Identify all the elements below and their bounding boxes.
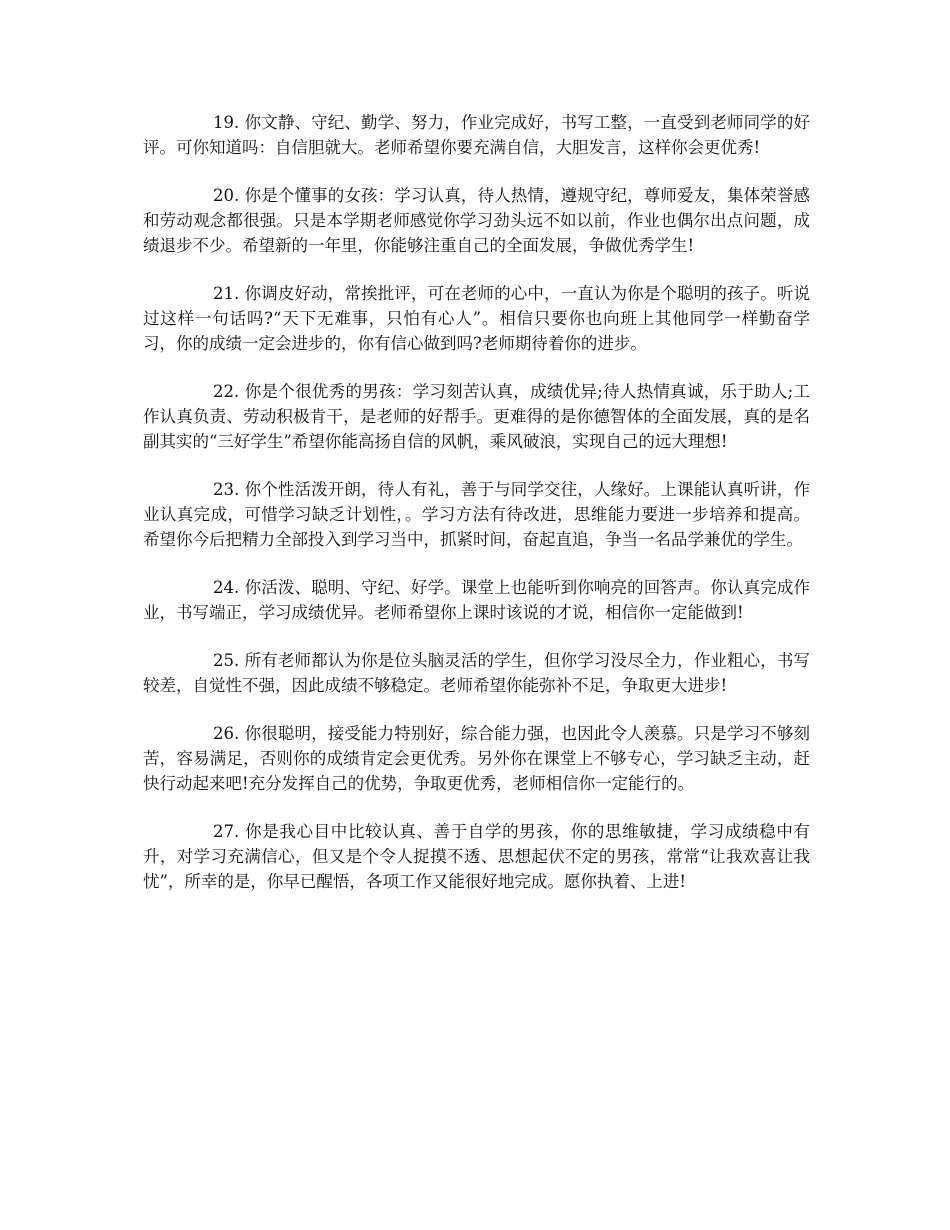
comment-paragraph-20: 20. 你是个懂事的女孩：学习认真，待人热情，遵规守纪，尊师爱友，集体荣誉感和劳动观念都很强。只是本学期老师感觉你学习劲头远不如以前，作业也偶尔出点问题，成绩退步不少。希望新的一年里，你能够注重自己的全面发展，争做优秀学生! [143, 186, 810, 255]
comment-paragraph-25: 25. 所有老师都认为你是位头脑灵活的学生，但你学习没尽全力，作业粗心，书写较差，自觉性不强，因此成绩不够稳定。老师希望你能弥补不足，争取更大进步! [143, 651, 810, 695]
document-body [143, 110, 810, 917]
comment-paragraph-22: 22. 你是个很优秀的男孩：学习刻苦认真，成绩优异;待人热情真诚，乐于助人;工作认真负责、劳动积极肯干，是老师的好帮手。更难得的是你德智体的全面发展，真的是名副其实的“三好学生”希望你能高扬自信的风帆，乘风破浪，实现自己的远大理想! [143, 382, 810, 451]
comment-paragraph-23: 23. 你个性活泼开朗，待人有礼，善于与同学交往，人缘好。上课能认真听讲，作业认真完成，可惜学习缺乏计划性，。学习方法有待改进，思维能力要进一步培养和提高。希望你今后把精力全部投入到学习当中，抓紧时间，奋起直追，争当一名品学兼优的学生。 [143, 480, 810, 549]
comment-paragraph-19: 19. 你文静、守纪、勤学、努力，作业完成好，书写工整，一直受到老师同学的好评。可你知道吗：自信胆就大。老师希望你要充满自信，大胆发言，这样你会更优秀! [143, 113, 810, 157]
comment-paragraph-27: 27. 你是我心目中比较认真、善于自学的男孩，你的思维敏捷，学习成绩稳中有升，对学习充满信心，但又是个令人捉摸不透、思想起伏不定的男孩，常常“让我欢喜让我忧”，所幸的是，你早已醒悟，各项工作又能很好地完成。愿你执着、上进! [143, 822, 810, 891]
comment-paragraph-26: 26. 你很聪明，接受能力特别好，综合能力强，也因此令人羡慕。只是学习不够刻苦，容易满足，否则你的成绩肯定会更优秀。另外你在课堂上不够专心，学习缺乏主动，赶快行动起来吧!充分发挥自己的优势，争取更优秀，老师相信你一定能行的。 [143, 724, 810, 793]
comment-paragraph-21: 21. 你调皮好动，常挨批评，可在老师的心中，一直认为你是个聪明的孩子。听说过这样一句话吗?“天下无难事，只怕有心人”。相信只要你也向班上其他同学一样勤奋学习，你的成绩一定会进步的，你有信心做到吗?老师期待着你的进步。 [143, 284, 810, 353]
comment-paragraph-24: 24. 你活泼、聪明、守纪、好学。课堂上也能听到你响亮的回答声。你认真完成作业，书写端正，学习成绩优异。老师希望你上课时该说的才说，相信你一定能做到! [143, 578, 810, 622]
